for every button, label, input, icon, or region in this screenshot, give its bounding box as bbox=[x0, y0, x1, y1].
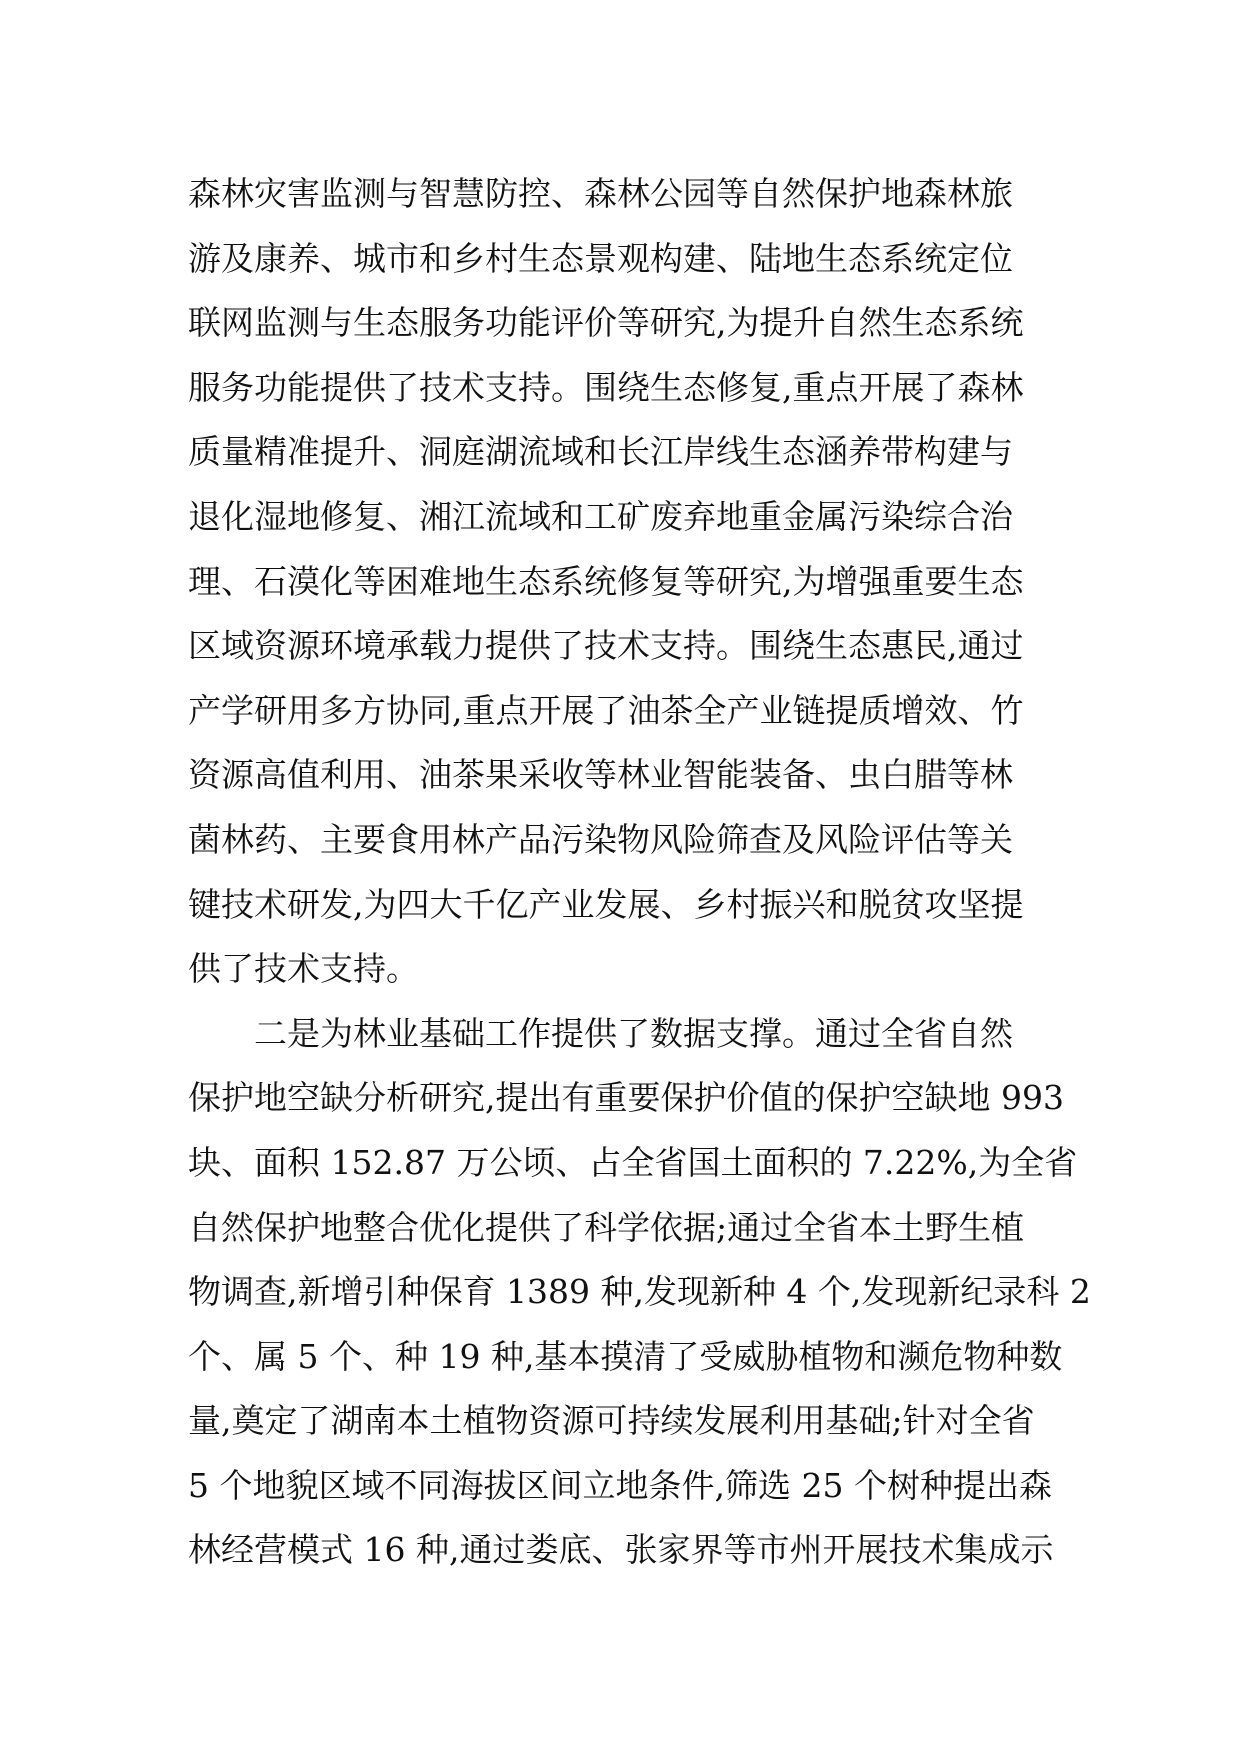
text-line: 个、属 5 个、种 19 种,基本摸清了受威胁植物和濒危物种数 bbox=[188, 1336, 1063, 1376]
text-line: 林经营模式 16 种,通过娄底、张家界等市州开展技术集成示 bbox=[188, 1530, 1054, 1570]
text-line: 量,奠定了湖南本土植物资源可持续发展利用基础;针对全省 bbox=[188, 1401, 1035, 1441]
text-line: 服务功能提供了技术支持。围绕生态修复,重点开展了森林 bbox=[188, 367, 1024, 407]
text-line: 区域资源环境承载力提供了技术支持。围绕生态惠民,通过 bbox=[188, 626, 1024, 666]
text-line: 理、石漠化等困难地生态系统修复等研究,为增强重要生态 bbox=[188, 561, 1024, 601]
text-line: 质量精准提升、洞庭湖流域和长江岸线生态涵养带构建与 bbox=[188, 432, 1013, 472]
text-line: 键技术研发,为四大千亿产业发展、乡村振兴和脱贫攻坚提 bbox=[188, 884, 1024, 924]
text-line: 退化湿地修复、湘江流域和工矿废弃地重金属污染综合治 bbox=[188, 496, 1013, 536]
text-line: 块、面积 152.87 万公顷、占全省国土面积的 7.22%,为全省 bbox=[188, 1142, 1078, 1182]
text-line: 资源高值利用、油茶果采收等林业智能装备、虫白腊等林 bbox=[188, 755, 1013, 795]
text-line: 产学研用多方协同,重点开展了油茶全产业链提质增效、竹 bbox=[188, 690, 1024, 730]
text-line: 森林灾害监测与智慧防控、森林公园等自然保护地森林旅 bbox=[188, 174, 1013, 213]
text-line: 5 个地貌区域不同海拔区间立地条件,筛选 25 个树种提出森 bbox=[188, 1465, 1052, 1505]
text-line: 游及康养、城市和乡村生态景观构建、陆地生态系统定位 bbox=[188, 238, 1013, 278]
text-line: 保护地空缺分析研究,提出有重要保护价值的保护空缺地 993 bbox=[188, 1078, 1064, 1118]
text-line: 供了技术支持。 bbox=[188, 949, 419, 989]
body-text bbox=[188, 162, 1091, 1583]
text-line: 物调查,新增引种保育 1389 种,发现新种 4 个,发现新纪录科 2 bbox=[188, 1272, 1091, 1312]
text-line: 菌林药、主要食用林产品污染物风险筛查及风险评估等关 bbox=[188, 819, 1013, 859]
text-line: 联网监测与生态服务功能评价等研究,为提升自然生态系统 bbox=[188, 303, 1024, 343]
paragraph-first-line: 二是为林业基础工作提供了数据支撑。通过全省自然 bbox=[254, 1013, 1013, 1053]
text-line: 自然保护地整合优化提供了科学依据;通过全省本土野生植 bbox=[188, 1207, 1025, 1247]
